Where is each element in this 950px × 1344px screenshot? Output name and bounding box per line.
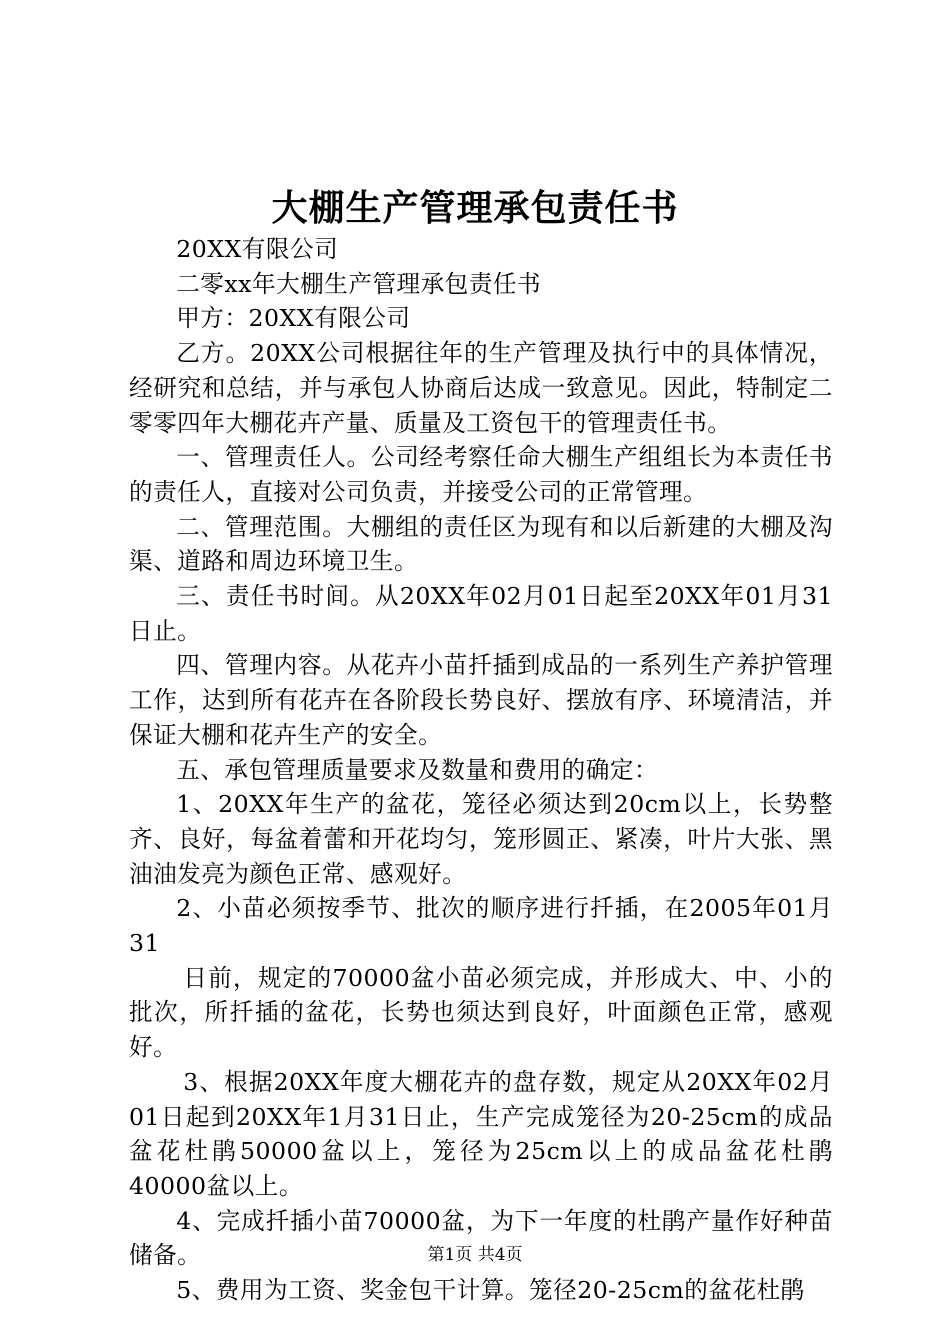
- paragraph-item-1: 1、20XX年生产的盆花，笼径必须达到20cm以上，长势整齐、良好，每盆着蕾和开花均匀，笼形圆正、紧凑，叶片大张、黑油油发亮为颜色正常、感观好。: [129, 790, 833, 888]
- paragraph-item-2-continued: 日前，规定的70000盆小苗必须完成，并形成大、中、小的批次，所扦插的盆花，长势也须达到良好，叶面颜色正常，感观好。: [129, 963, 833, 1062]
- paragraph-party-b: 乙方。20XX公司根据往年的生产管理及执行中的具体情况，经研究和总结，并与承包人协商后达成一致意见。因此，特制定二零零四年大棚花卉产量、质量及工资包干的管理责任书。: [129, 339, 833, 437]
- paragraph-company: 20XX有限公司: [176, 235, 339, 263]
- paragraph-section-4: 四、管理内容。从花卉小苗扦插到成品的一系列生产养护管理工作，达到所有花卉在各阶段长势良好、摆放有序、环境清洁，并保证大棚和花卉生产的安全。: [129, 651, 833, 749]
- paragraph-subtitle: 二零xx年大棚生产管理承包责任书: [176, 269, 542, 298]
- paragraph-section-5: 五、承包管理质量要求及数量和费用的确定：: [176, 755, 659, 784]
- page-footer: 第1页 共4页: [427, 1245, 523, 1265]
- paragraph-item-3: 3、根据20XX年度大棚花卉的盘存数，规定从20XX年02月01日起到20XX年1月31日止，生产完成笼径为20-25cm的成品盆花杜鹃50000盆以上，笼径为25cm以上的成品盆花杜鹃40000盆以上。: [129, 1067, 833, 1200]
- paragraph-item-4: 4、完成扦插小苗70000盆，为下一年度的杜鹃产量作好种苗储备。: [129, 1206, 833, 1270]
- paragraph-section-3: 三、责任书时间。从20XX年02月01日起至20XX年01月31日止。: [129, 582, 833, 645]
- paragraph-item-5: 5、费用为工资、奖金包干计算。笼径20-25cm的盆花杜鹃: [176, 1276, 805, 1305]
- document-title: 大棚生产管理承包责任书: [271, 187, 679, 229]
- paragraph-party-a: 甲方：20XX有限公司: [176, 304, 411, 333]
- paragraph-item-2: 2、小苗必须按季节、批次的顺序进行扦插，在2005年01月31: [129, 894, 833, 958]
- paragraph-section-1: 一、管理责任人。公司经考察任命大棚生产组组长为本责任书的责任人，直接对公司负责，并接受公司的正常管理。: [129, 443, 833, 506]
- paragraph-section-2: 二、管理范围。大棚组的责任区为现有和以后新建的大棚及沟渠、道路和周边环境卫生。: [129, 512, 833, 576]
- document-body: [129, 232, 833, 1308]
